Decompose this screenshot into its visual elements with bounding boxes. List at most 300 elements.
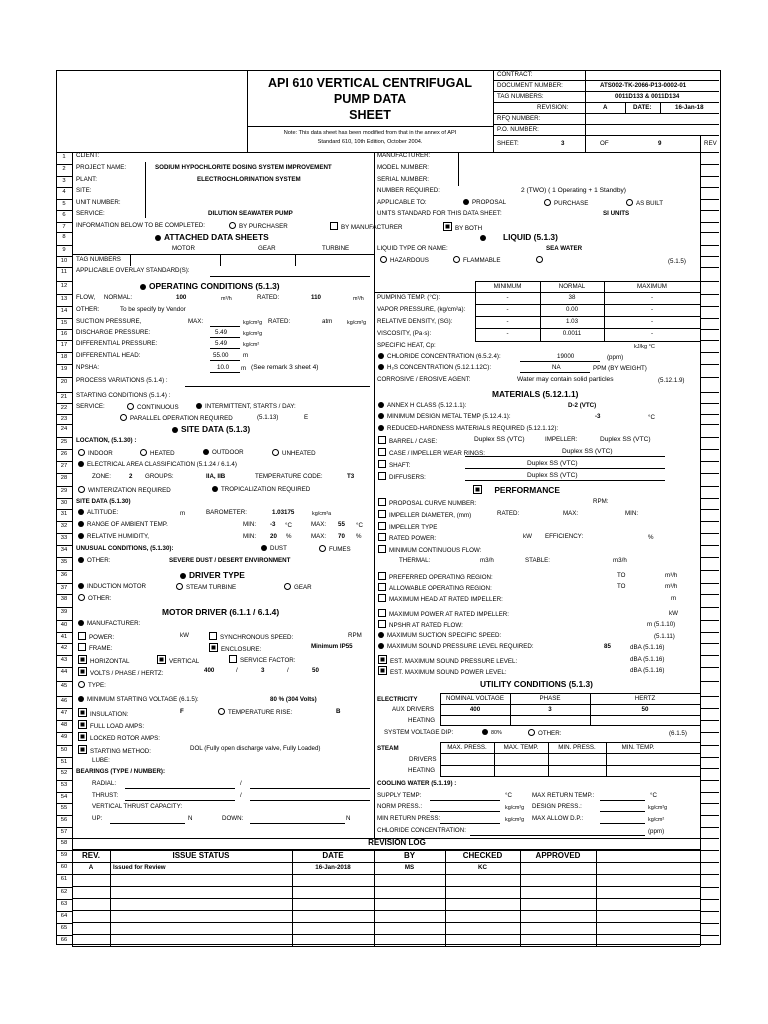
- row-number: 6: [62, 212, 66, 218]
- wear-option: CASE / IMPELLER WEAR RINGS:: [378, 448, 485, 458]
- h2s-unit: PPM (BY WEIGHT): [593, 365, 647, 372]
- winterization-option[interactable]: WINTERIZATION REQUIRED: [78, 486, 171, 495]
- po-label: P.O. NUMBER:: [497, 126, 539, 133]
- full-load-amps: FULL LOAD AMPS:: [78, 720, 144, 731]
- fumes-radio[interactable]: [319, 545, 326, 552]
- parallel-radio[interactable]: [120, 414, 127, 421]
- proposal-radio[interactable]: [463, 199, 469, 205]
- by-manufacturer-option[interactable]: BY MANUFACTURER: [330, 222, 402, 232]
- service-value: DILUTION SEAWATER PUMP: [208, 210, 293, 217]
- min-return-label: MIN RETURN PRESS:: [377, 815, 441, 822]
- max-return-label: MAX RETURN TEMP.:: [532, 792, 595, 799]
- vapor-max: -: [650, 306, 654, 313]
- diff-pressure-unit: kg/cm²: [243, 342, 260, 348]
- vph-slash-2: /: [287, 667, 289, 674]
- npsha-unit: m: [241, 365, 247, 372]
- project-value: SODIUM HYPOCHLORITE DOSING SYSTEM IMPROVEMENT: [155, 164, 332, 171]
- fumes-option[interactable]: FUMES: [319, 545, 351, 554]
- est-power-unit: dBA (5.1.16): [630, 667, 665, 674]
- unusual-other-option: OTHER:: [78, 557, 110, 565]
- bearings-label: BEARINGS (TYPE / NUMBER):: [76, 768, 166, 775]
- materials-title: MATERIALS (5.12.1.1): [492, 389, 579, 399]
- impeller-type: IMPELLER TYPE: [378, 522, 437, 532]
- hazardous-radio[interactable]: [380, 256, 387, 263]
- row-number: 49: [60, 734, 68, 740]
- intermittent-radio[interactable]: [196, 403, 202, 409]
- revision-header: APPROVED: [535, 851, 581, 860]
- row-number: 8: [62, 234, 66, 240]
- row-number: 15: [60, 320, 68, 326]
- h2s-label: H₂S CONCENTRATION (5.12.1.12C):: [378, 364, 491, 372]
- title-line-2: PUMP DATA: [333, 92, 407, 106]
- row-number: 33: [60, 535, 68, 541]
- row-number: 32: [60, 523, 68, 529]
- location-label: LOCATION, (5.1.30) :: [76, 437, 137, 444]
- specific-heat-label: SPECIFIC HEAT, Cp:: [377, 342, 436, 349]
- h2s-value: NA: [552, 364, 561, 371]
- driver-other-option[interactable]: OTHER:: [78, 594, 111, 603]
- date-label: DATE:: [633, 104, 652, 111]
- design-press-label: DESIGN PRESS.:: [532, 803, 582, 810]
- thrust-slash: /: [240, 792, 242, 799]
- row-number: 14: [60, 308, 68, 314]
- annex-option: ANNEX H CLASS (5.12.1.1):: [378, 402, 466, 410]
- liquid-title: LIQUID (5.1.3): [480, 232, 558, 242]
- design-press-unit: kg/cm²g: [648, 805, 668, 811]
- ambient-min-value: -3: [270, 521, 276, 528]
- flammable-radio[interactable]: [453, 256, 460, 263]
- heated-option[interactable]: HEATED: [140, 449, 175, 458]
- service-type-label: SERVICE:: [76, 403, 105, 410]
- vph-label: VOLTS / PHASE / HERTZ:: [78, 667, 163, 678]
- vapor-min: -: [506, 306, 509, 313]
- horizontal-option[interactable]: HORIZONTAL: [78, 655, 129, 666]
- row-number: 53: [60, 782, 68, 788]
- viscosity-normal: 0.0011: [562, 330, 582, 337]
- vtc-label: VERTICAL THRUST CAPACITY:: [92, 803, 183, 810]
- barrel-value: Duplex SS (VTC): [474, 436, 525, 443]
- gear-option[interactable]: GEAR: [284, 583, 312, 592]
- steam-turbine-option[interactable]: STEAM TURBINE: [176, 583, 236, 592]
- site-data-label: SITE DATA (5.1.30): [76, 498, 131, 505]
- motor-frame: FRAME:: [78, 643, 112, 653]
- sheet-label: SHEET:: [497, 140, 519, 147]
- turbine-header: TURBINE: [322, 245, 350, 252]
- insulation-value: F: [180, 708, 184, 715]
- impeller-min: MIN:: [625, 510, 639, 517]
- unusual-other-value: SEVERE DUST / DESERT ENVIRONMENT: [169, 557, 291, 564]
- outdoor-option[interactable]: OUTDOOR: [203, 449, 244, 457]
- winterization-radio[interactable]: [78, 486, 85, 493]
- performance-title: PERFORMANCE: [473, 485, 560, 495]
- row-number: 29: [60, 488, 68, 494]
- row-number: 51: [60, 759, 68, 765]
- starting-method: STARTING METHOD:: [78, 745, 151, 756]
- tag-numbers-label: TAG NUMBERS:: [497, 93, 544, 100]
- liquid-ref: (5.1.5): [668, 258, 686, 265]
- est-power: EST. MAXIMUM SOUND POWER LEVEL:: [378, 666, 507, 677]
- row-number: 11: [60, 269, 68, 275]
- unit-number-label: UNIT NUMBER:: [76, 199, 121, 206]
- shaft-option: SHAFT:: [378, 460, 410, 470]
- max-power: MAXIMUM POWER AT RATED IMPELLER:: [378, 609, 509, 619]
- min-start-voltage-value: 80 % (304 Volts): [270, 696, 317, 703]
- other-value: To be specify by Vendor: [120, 306, 186, 313]
- discharge-unit: kg/cm²g: [243, 331, 263, 337]
- row-number: 28: [60, 475, 68, 481]
- flammable-option[interactable]: FLAMMABLE: [453, 256, 500, 265]
- rated-power: RATED POWER:: [378, 533, 436, 543]
- row-number: 57: [60, 829, 68, 835]
- diff-head-value: 55.00: [213, 352, 229, 359]
- overlay-standards: APPLICABLE OVERLAY STANDARD(S):: [76, 267, 190, 274]
- plant-value: ELECTROCHLORINATION SYSTEM: [197, 176, 301, 183]
- service-factor: SERVICE FACTOR:: [229, 655, 295, 665]
- revision-header: DATE: [322, 851, 344, 860]
- info-label: INFORMATION BELOW TO BE COMPLETED:: [76, 222, 205, 229]
- dust-option[interactable]: DUST: [261, 545, 287, 553]
- dust-radio[interactable]: [261, 545, 267, 551]
- of-label: OF: [600, 140, 609, 147]
- horizontal-checkbox[interactable]: [78, 655, 87, 664]
- max-power-unit: kW: [669, 610, 678, 617]
- suction-label: SUCTION PRESSURE,: [76, 318, 142, 325]
- phase-value: 3: [261, 667, 265, 674]
- row-number: 13: [60, 296, 68, 302]
- density-min: -: [506, 318, 509, 325]
- continuous-radio[interactable]: [127, 403, 134, 410]
- row-number: 10: [60, 258, 68, 264]
- units-value: SI UNITS: [603, 210, 630, 217]
- down-unit: N: [346, 815, 351, 822]
- electricity-label: ELECTRICITY: [377, 696, 418, 703]
- barrel-option: BARREL / CASE:: [378, 436, 437, 446]
- revision-cell: 16-Jan-2018: [315, 864, 351, 871]
- unheated-option[interactable]: UNHEATED: [272, 449, 316, 458]
- down-label: DOWN:: [222, 815, 244, 822]
- pump-temp-normal: 38: [568, 294, 576, 301]
- hertz-value: 50: [312, 667, 319, 674]
- chloride-label: CHLORIDE CONCENTRATION (6.5.2.4):: [378, 353, 501, 361]
- row-number: 48: [60, 722, 68, 728]
- heating-label: HEATING: [408, 717, 436, 724]
- rated-power-unit: kW: [523, 533, 532, 540]
- row-number: 7: [62, 224, 66, 230]
- tropicalization-radio[interactable]: [212, 486, 218, 492]
- indoor-option[interactable]: INDOOR: [78, 449, 113, 458]
- suction-unit: kg/cm²g: [243, 320, 263, 326]
- phase-header: PHASE: [539, 695, 561, 702]
- temp-code-label: TEMPERATURE CODE:: [255, 473, 323, 480]
- header-note-1: Note: This data sheet has been modified from that in the annex of API: [283, 130, 457, 136]
- number-required-value: 2 (TWO) ( 1 Operating + 1 Standby): [521, 187, 626, 194]
- by-purchaser-option[interactable]: BY PURCHASER: [229, 222, 288, 231]
- preferred-unit: m³/h: [665, 572, 678, 579]
- min-flow: MINIMUM CONTINUOUS FLOW:: [378, 545, 481, 555]
- voltage-dip-label: SYSTEM VOLTAGE DIP:: [384, 729, 454, 736]
- serial-label: SERIAL NUMBER:: [377, 176, 430, 183]
- aux-hertz: 50: [641, 706, 649, 713]
- lube-label: LUBE:: [92, 757, 110, 764]
- as-built-option[interactable]: AS BUILT: [626, 199, 663, 208]
- max-sound: MAXIMUM SOUND PRESSURE LEVEL REQUIRED:: [378, 643, 534, 651]
- min-return-unit: kg/cm²g: [505, 817, 525, 823]
- purchase-option[interactable]: PURCHASE: [544, 199, 588, 208]
- humidity-max-value: 70: [338, 533, 345, 540]
- radial-label: RADIAL:: [92, 780, 117, 787]
- npsha-value: 10.0: [217, 364, 230, 371]
- vapor-normal: 0.00: [565, 306, 579, 313]
- row-number: 44: [60, 669, 68, 675]
- steam-heating-label: HEATING: [408, 767, 436, 774]
- row-number: 47: [60, 710, 68, 716]
- wear-value: Duplex SS (VTC): [562, 448, 613, 455]
- col-max: MAXIMUM: [637, 283, 667, 290]
- row-number: 18: [60, 354, 68, 360]
- sheet-value: 3: [561, 140, 565, 147]
- temp-rise-value: B: [336, 708, 341, 715]
- liquid-other-option[interactable]: [536, 256, 546, 265]
- thermal-unit: m3/h: [480, 557, 494, 564]
- row-number: 35: [60, 559, 68, 565]
- row-number: 9: [62, 247, 66, 253]
- max-head-unit: m: [671, 595, 677, 602]
- unheated-radio[interactable]: [272, 449, 279, 456]
- dip-other-option[interactable]: OTHER:: [528, 729, 561, 738]
- humidity-max-unit: %: [356, 533, 362, 540]
- corrosive-label: CORROSIVE / EROSIVE AGENT:: [377, 376, 471, 383]
- est-pressure-unit: dBA (5.1.16): [630, 656, 665, 663]
- temp-code-value: T3: [347, 473, 355, 480]
- date-value: 16-Jan-18: [675, 104, 704, 111]
- site-label: SITE:: [76, 187, 92, 194]
- liquid-type-label: LIQUID TYPE OR NAME:: [377, 245, 448, 252]
- min-temp-unit: °C: [648, 414, 655, 421]
- max-return-unit: °C: [650, 792, 657, 799]
- barometer-label: BAROMETER:: [206, 509, 247, 516]
- max-sound-value: 85: [604, 643, 611, 650]
- row-number: 55: [60, 805, 68, 811]
- steam-min-press: MIN. PRESS.: [558, 744, 596, 751]
- row-number: 59: [60, 852, 68, 858]
- chloride-conc-label: CHLORIDE CONCENTRATION:: [377, 827, 466, 834]
- pump-temp-max: -: [650, 294, 654, 301]
- hazardous-option[interactable]: HAZARDOUS: [380, 256, 429, 265]
- revision-cell: KC: [478, 864, 487, 871]
- proposal-curve: PROPOSAL CURVE NUMBER:: [378, 498, 476, 508]
- groups-value: IIA, IIB: [206, 473, 226, 480]
- ambient-max-unit: °C: [356, 522, 363, 529]
- row-number: 34: [60, 547, 68, 553]
- heated-radio[interactable]: [140, 449, 147, 456]
- temp-rise: TEMPERATURE RISE:: [218, 708, 292, 717]
- vertical-option[interactable]: VERTICAL: [157, 655, 199, 666]
- liquid-type-value: SEA WATER: [546, 245, 583, 252]
- dip-80-radio[interactable]: [482, 729, 488, 735]
- ambient-max-value: 55: [338, 521, 345, 528]
- induction-motor-option[interactable]: INDUCTION MOTOR: [78, 583, 146, 591]
- motor-manufacturer: MANUFACTURER:: [78, 620, 140, 628]
- tag-numbers-value: 0011D133 & 0011D134: [615, 93, 680, 100]
- gear-header: GEAR: [258, 245, 276, 252]
- revision-cell: Issued for Review: [113, 864, 166, 871]
- tropicalization-option[interactable]: TROPICALIZATION REQUIRED: [212, 486, 310, 494]
- parallel-e: E: [304, 414, 309, 421]
- revision-cell: MS: [404, 864, 415, 871]
- motor-power-unit: kW: [180, 632, 189, 639]
- zone-label: ZONE:: [92, 473, 111, 480]
- efficiency-unit: %: [648, 534, 654, 541]
- impeller-value: Duplex SS (VTC): [600, 436, 651, 443]
- liquid-other-radio[interactable]: [536, 256, 543, 263]
- row-number: 22: [60, 405, 68, 411]
- induction-motor-radio[interactable]: [78, 583, 84, 589]
- discharge-label: DISCHARGE PRESSURE:: [76, 329, 151, 336]
- row-number: 64: [60, 913, 68, 919]
- of-value: 9: [658, 140, 662, 147]
- density-normal: 1.03: [565, 318, 579, 325]
- parallel-option[interactable]: PARALLEL OPERATION REQUIRED: [120, 414, 233, 423]
- row-number: 27: [60, 463, 68, 469]
- npsha-note: (See remark 3 sheet 4): [251, 364, 319, 371]
- row-number: 66: [60, 937, 68, 943]
- pump-temp-min: -: [506, 294, 509, 301]
- by-manufacturer-checkbox[interactable]: [330, 222, 338, 230]
- other-label: OTHER:: [76, 306, 100, 313]
- gear-radio[interactable]: [284, 583, 291, 590]
- utility-title: UTILITY CONDITIONS (5.1.3): [480, 679, 593, 689]
- row-number: 12: [60, 283, 68, 289]
- dip-80-option[interactable]: 80%: [482, 729, 502, 737]
- aux-drivers-label: AUX DRIVERS: [392, 706, 434, 713]
- steam-drivers-label: DRIVERS: [409, 756, 437, 763]
- header-note-2: Standard 610, 10th Edition, October 2004.: [317, 139, 423, 145]
- steam-turbine-radio[interactable]: [176, 583, 183, 590]
- electrical-area-option[interactable]: ELECTRICAL AREA CLASSIFICATION (5.1.24 / 6.1.4): [78, 461, 237, 469]
- row-number: 45: [60, 683, 68, 689]
- revision-header: ISSUE STATUS: [172, 851, 230, 860]
- motor-power: POWER:: [78, 632, 114, 642]
- row-number: 5: [62, 201, 66, 207]
- row-number: 4: [62, 189, 66, 195]
- diff-head-unit: m: [243, 352, 249, 359]
- vertical-checkbox[interactable]: [157, 655, 166, 664]
- corrosive-ref: (5.12.1.9): [658, 377, 685, 384]
- motor-enclosure-value: Minimum IP55: [311, 643, 353, 650]
- npshr: NPSHR AT RATED FLOW:: [378, 620, 463, 630]
- nominal-voltage-header: NOMINAL VOLTAGE: [446, 695, 504, 702]
- corrosive-value: Water may contain solid particles: [517, 376, 614, 383]
- motor-driver-title: MOTOR DRIVER (6.1.1 / 6.1.4): [162, 607, 280, 617]
- radial-slash: /: [240, 780, 242, 787]
- tag-numbers-row: TAG NUMBERS: [76, 256, 121, 263]
- row-number: 36: [60, 572, 68, 578]
- row-number: 38: [60, 596, 68, 602]
- thrust-label: THRUST:: [92, 792, 119, 799]
- outdoor-radio[interactable]: [203, 449, 209, 455]
- contract-label: CONTRACT:: [497, 71, 533, 78]
- barometer-value: 1.03175: [272, 509, 295, 516]
- row-number: 42: [60, 645, 68, 651]
- sync-speed-unit: RPM: [348, 632, 362, 639]
- by-both-option[interactable]: BY BOTH: [443, 222, 482, 233]
- row-number: 62: [60, 889, 68, 895]
- humidity-min-value: 20: [270, 533, 277, 540]
- proposal-option[interactable]: PROPOSAL: [463, 199, 506, 207]
- revision-cell: A: [88, 864, 94, 871]
- aux-voltage: 400: [469, 706, 481, 713]
- hardness-option: REDUCED-HARDNESS MATERIALS REQUIRED (5.12.1.12):: [378, 425, 558, 433]
- row-number: 39: [60, 609, 68, 615]
- up-label: UP:: [92, 815, 103, 822]
- starting-method-value: DOL (Fully open discharge valve, Fully Loaded): [190, 745, 321, 752]
- preferred-to: TO: [617, 572, 626, 579]
- suction-rated-unit: kg/cm²g: [347, 320, 367, 326]
- revision-header: CHECKED: [462, 851, 503, 860]
- driver-other-radio[interactable]: [78, 594, 85, 601]
- impeller-dia: IMPELLER DIAMETER, (mm): [378, 510, 471, 520]
- steam-max-press: MAX. PRESS.: [447, 744, 487, 751]
- row-number: 25: [60, 439, 68, 445]
- row-number: 20: [60, 379, 68, 385]
- electrical-area-radio[interactable]: [78, 461, 84, 467]
- by-purchaser-radio[interactable]: [229, 222, 236, 229]
- preferred-region: PREFERRED OPERATING REGION:: [378, 572, 493, 582]
- est-pressure: EST. MAXIMUM SOUND PRESSURE LEVEL:: [378, 655, 517, 666]
- title-line-3: SHEET: [349, 108, 391, 122]
- row-number: 3: [62, 178, 66, 184]
- by-both-checkbox[interactable]: [443, 222, 452, 231]
- insulation: INSULATION:: [78, 708, 128, 719]
- row-number: 63: [60, 901, 68, 907]
- impeller-max: MAX:: [563, 510, 579, 517]
- up-unit: N: [188, 815, 193, 822]
- site-data-title: SITE DATA (5.1.3): [172, 424, 250, 434]
- humidity-max-label: MAX:: [311, 533, 327, 540]
- model-label: MODEL NUMBER:: [377, 164, 430, 171]
- ambient-min-unit: °C: [285, 522, 292, 529]
- row-number: 46: [60, 698, 68, 704]
- motor-type: TYPE:: [78, 681, 106, 690]
- row-number: 23: [60, 416, 68, 422]
- attached-data-sheets-title: ATTACHED DATA SHEETS: [155, 232, 269, 242]
- vapor-label: VAPOR PRESSURE, (kg/cm²a):: [377, 306, 466, 313]
- max-head: MAXIMUM HEAD AT RATED IMPELLER:: [378, 594, 503, 604]
- row-number: 16: [60, 331, 68, 337]
- row-number: 21: [60, 394, 68, 400]
- indoor-radio[interactable]: [78, 449, 85, 456]
- document-number-label: DOCUMENT NUMBER:: [497, 82, 563, 89]
- dip-other-radio[interactable]: [528, 729, 535, 736]
- max-sound-unit: dBA (5.1.16): [630, 644, 665, 651]
- npshr-unit: m (5.1.10): [647, 621, 676, 628]
- suction-max-label: MAX:: [188, 318, 204, 325]
- revision-value: A: [603, 104, 608, 111]
- intermittent-option[interactable]: INTERMITTENT, STARTS / DAY:: [196, 403, 296, 411]
- min-start-voltage: MINIMUM STARTING VOLTAGE (6.1.5):: [78, 696, 199, 704]
- row-number: 58: [60, 840, 68, 846]
- suction-rated-label: RATED:: [268, 318, 291, 325]
- humidity-min-label: MIN:: [243, 533, 257, 540]
- continuous-option[interactable]: CONTINUOUS: [127, 403, 179, 412]
- revision-label: REVISION:: [537, 104, 569, 111]
- norm-press-unit: kg/cm²g: [505, 805, 525, 811]
- rfq-label: RFQ NUMBER:: [497, 115, 541, 122]
- as-built-radio[interactable]: [626, 199, 633, 206]
- purchase-radio[interactable]: [544, 199, 551, 206]
- discharge-value: 5.49: [215, 329, 228, 336]
- flow-rated-label: RATED:: [257, 294, 280, 301]
